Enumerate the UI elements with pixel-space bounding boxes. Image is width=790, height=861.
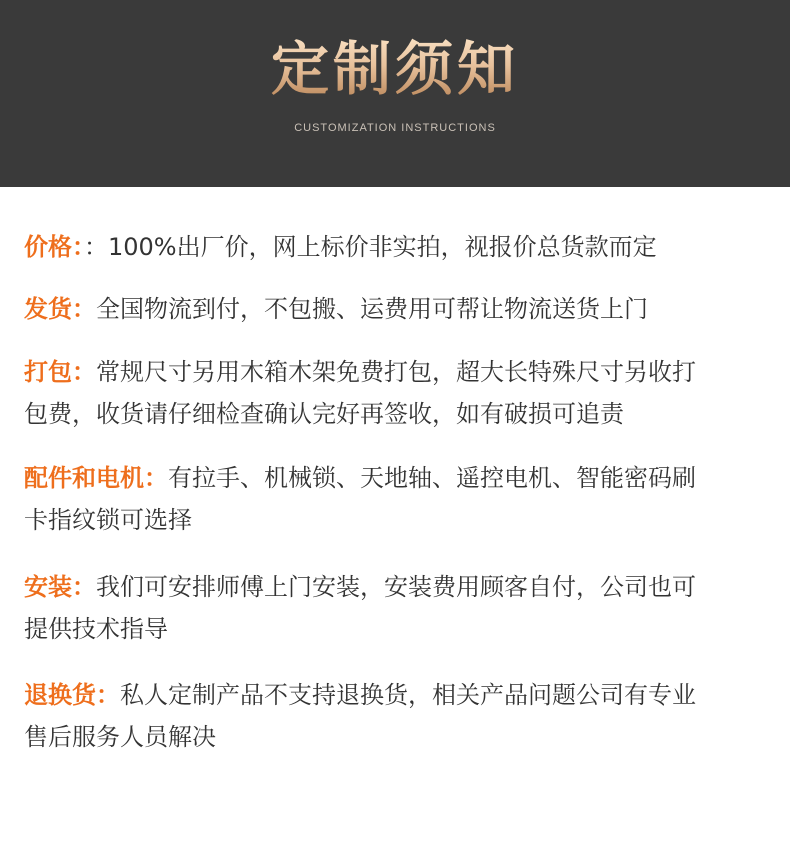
item-line: 提供技术指导 <box>24 615 168 643</box>
item-accessories <box>24 457 764 541</box>
item-line: 售后服务人员解决 <box>24 723 216 751</box>
item-price <box>24 226 764 268</box>
item-text: 私人定制产品不支持退换货，相关产品问题公司有专业 <box>120 681 696 709</box>
item-installation <box>24 566 764 650</box>
item-packaging <box>24 351 764 435</box>
item-text: 我们可安排师傅上门安装，安装费用顾客自付，公司也可 <box>96 573 696 601</box>
page-subtitle: CUSTOMIZATION INSTRUCTIONS <box>294 122 496 134</box>
item-line <box>24 674 764 716</box>
item-label: 发货： <box>24 295 96 323</box>
item-text: 有拉手、机械锁、天地轴、遥控电机、智能密码刷 <box>168 464 696 492</box>
item-text: 全国物流到付，不包搬、运费用可帮让物流送货上门 <box>96 295 648 323</box>
item-shipping <box>24 288 764 330</box>
item-label: 配件和电机： <box>24 464 168 492</box>
item-label: 退换货： <box>24 681 120 709</box>
item-label: 打包： <box>24 358 96 386</box>
page-title: 定制须知 <box>0 34 790 104</box>
item-line: 卡指纹锁可选择 <box>24 506 192 534</box>
item-text: 常规尺寸另用木箱木架免费打包，超大长特殊尺寸另收打 <box>96 358 696 386</box>
item-line <box>24 457 764 499</box>
item-returns <box>24 674 764 758</box>
item-text: ：100%出厂价，网上标价非实拍，视报价总货款而定 <box>84 233 657 261</box>
item-label: 安装： <box>24 573 96 601</box>
item-line <box>24 288 764 330</box>
header-banner <box>0 0 790 187</box>
item-label: 价格： <box>24 233 84 261</box>
item-line <box>24 566 764 608</box>
item-line <box>24 226 764 268</box>
item-line <box>24 351 764 393</box>
item-line: 包费，收货请仔细检查确认完好再签收，如有破损可追责 <box>24 400 624 428</box>
